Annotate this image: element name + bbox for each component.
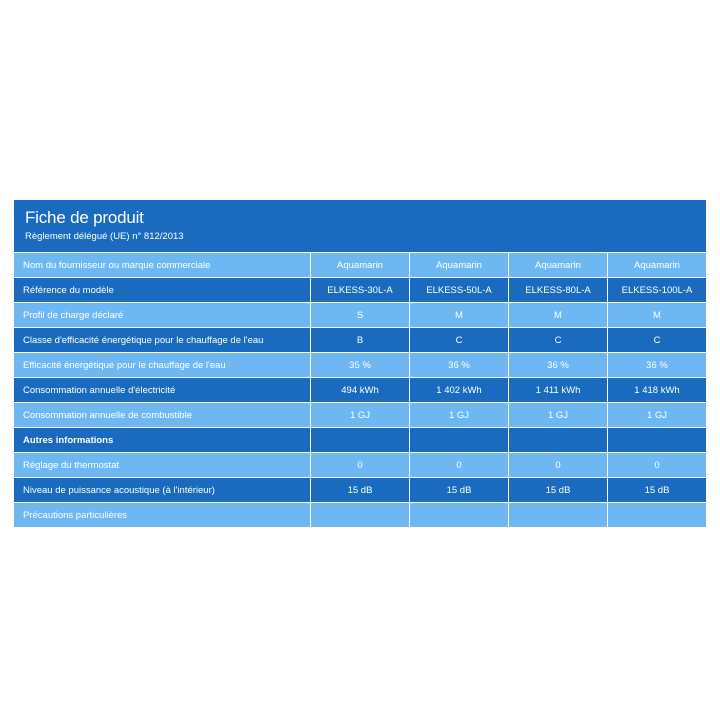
sheet-subtitle: Règlement délégué (UE) n° 812/2013 bbox=[25, 231, 184, 242]
row-value: S bbox=[311, 303, 409, 327]
product-table bbox=[14, 252, 706, 527]
row-value: Aquamarin bbox=[608, 253, 706, 277]
row-value: Aquamarin bbox=[410, 253, 508, 277]
row-value: 0 bbox=[509, 453, 607, 477]
row-label: Efficacité énergétique pour le chauffage de l'eau bbox=[14, 353, 310, 377]
row-value: 494 kWh bbox=[311, 378, 409, 402]
row-value: 35 % bbox=[311, 353, 409, 377]
sheet-title: Fiche de produit bbox=[25, 208, 144, 227]
row-value: 1 GJ bbox=[509, 403, 607, 427]
row-label: Consommation annuelle d'électricité bbox=[14, 378, 310, 402]
row-label: Réglage du thermostat bbox=[14, 453, 310, 477]
row-value: 36 % bbox=[608, 353, 706, 377]
row-label: Profil de charge déclaré bbox=[14, 303, 310, 327]
row-value bbox=[410, 428, 508, 452]
row-label: Consommation annuelle de combustible bbox=[14, 403, 310, 427]
row-value: 15 dB bbox=[608, 478, 706, 502]
row-value: 15 dB bbox=[509, 478, 607, 502]
row-value: Aquamarin bbox=[311, 253, 409, 277]
row-value: 15 dB bbox=[311, 478, 409, 502]
row-value: ELKESS-80L-A bbox=[509, 278, 607, 302]
row-value: 1 GJ bbox=[608, 403, 706, 427]
row-value: 15 dB bbox=[410, 478, 508, 502]
row-value bbox=[608, 503, 706, 527]
row-value bbox=[311, 503, 409, 527]
row-value bbox=[509, 503, 607, 527]
row-value: 1 418 kWh bbox=[608, 378, 706, 402]
row-value: 1 411 kWh bbox=[509, 378, 607, 402]
row-value: Aquamarin bbox=[509, 253, 607, 277]
row-value: 1 GJ bbox=[311, 403, 409, 427]
row-value bbox=[608, 428, 706, 452]
row-value: 0 bbox=[608, 453, 706, 477]
row-label: Niveau de puissance acoustique (à l'intérieur) bbox=[14, 478, 310, 502]
row-value: ELKESS-50L-A bbox=[410, 278, 508, 302]
row-value bbox=[410, 503, 508, 527]
row-value: M bbox=[608, 303, 706, 327]
row-label: Référence du modèle bbox=[14, 278, 310, 302]
row-value: C bbox=[608, 328, 706, 352]
row-value: ELKESS-100L-A bbox=[608, 278, 706, 302]
row-value: 1 402 kWh bbox=[410, 378, 508, 402]
row-value: 0 bbox=[311, 453, 409, 477]
row-value: 0 bbox=[410, 453, 508, 477]
row-label: Autres informations bbox=[14, 428, 310, 452]
row-label: Précautions particulières bbox=[14, 503, 310, 527]
row-label: Nom du fournisseur ou marque commerciale bbox=[14, 253, 310, 277]
row-label: Classe d'efficacité énergétique pour le chauffage de l'eau bbox=[14, 328, 310, 352]
row-value: 36 % bbox=[509, 353, 607, 377]
row-value: M bbox=[410, 303, 508, 327]
row-value bbox=[311, 428, 409, 452]
row-value: C bbox=[509, 328, 607, 352]
row-value: M bbox=[509, 303, 607, 327]
row-value: ELKESS-30L-A bbox=[311, 278, 409, 302]
row-value: 36 % bbox=[410, 353, 508, 377]
row-value: 1 GJ bbox=[410, 403, 508, 427]
row-value: B bbox=[311, 328, 409, 352]
row-value bbox=[509, 428, 607, 452]
row-value: C bbox=[410, 328, 508, 352]
sheet-header bbox=[14, 200, 706, 252]
product-sheet bbox=[14, 200, 706, 527]
